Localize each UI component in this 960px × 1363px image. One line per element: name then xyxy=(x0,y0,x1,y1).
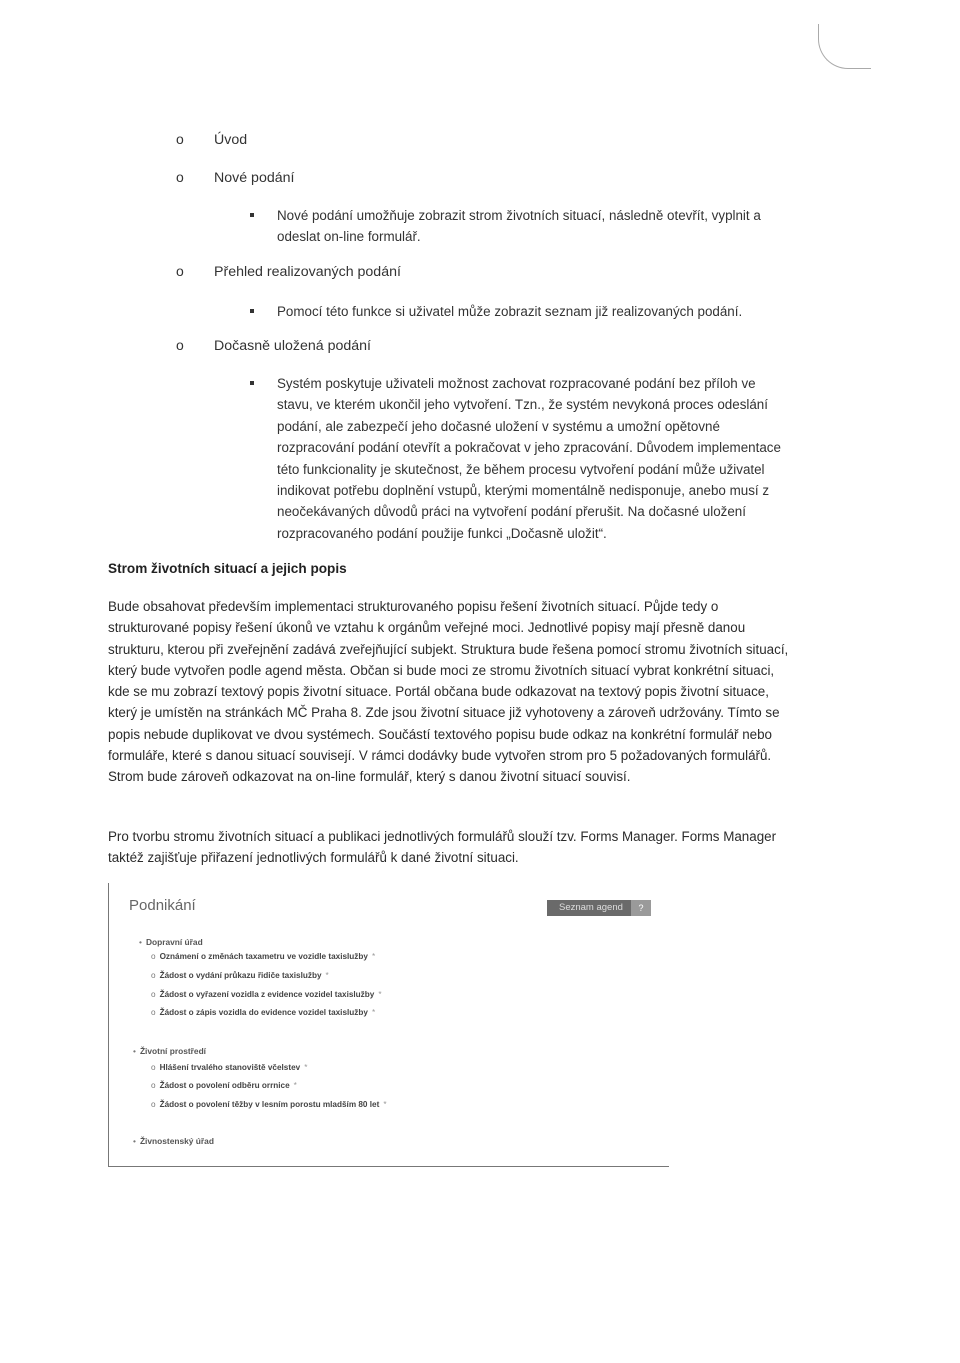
square-bullet-icon xyxy=(250,309,254,313)
outline-item-nove-podani: o Nové podání xyxy=(176,169,295,186)
list-item[interactable]: o Žádost o zápis vozidla do evidence vozidel taxislužby * xyxy=(151,1008,376,1017)
outline-item-docasne: o Dočasně uložená podání xyxy=(176,337,371,354)
circle-bullet-icon: o xyxy=(151,1063,156,1072)
list-item[interactable]: o Hlášení trvalého stanoviště včelstev * xyxy=(151,1063,308,1072)
circle-bullet-icon: o xyxy=(176,169,184,185)
section-heading: Strom životních situací a jejich popis xyxy=(108,561,347,576)
square-bullet-icon xyxy=(250,213,254,217)
outline-desc-nove-podani: Nové podání umožňuje zobrazit strom životních situací, následně otevřít, vyplnit a odeslat on-line formulář. xyxy=(250,205,800,248)
circle-bullet-icon: o xyxy=(151,1100,156,1109)
asterisk-icon: * xyxy=(378,990,382,999)
list-item[interactable]: o Žádost o vydání průkazu řidiče taxislužby * xyxy=(151,971,329,980)
group-label[interactable]: • Životní prostředí xyxy=(133,1046,207,1056)
circle-bullet-icon: o xyxy=(151,1081,156,1090)
section-paragraph-2: Pro tvorbu stromu životních situací a publikaci jednotlivých formulářů slouží tzv. Forms Manager. Forms Manager taktéž zajišťuje přiřazení jednotlivých formulářů k dané životní situaci. xyxy=(108,829,777,866)
asterisk-icon: * xyxy=(325,971,329,980)
circle-bullet-icon: o xyxy=(176,263,184,279)
outline-item-uvod: o Úvod xyxy=(176,131,248,148)
circle-bullet-icon: o xyxy=(151,952,156,961)
asterisk-icon: * xyxy=(293,1081,297,1090)
list-item[interactable]: o Žádost o povolení těžby v lesním porostu mladším 80 let * xyxy=(151,1100,387,1109)
asterisk-icon: * xyxy=(371,1008,376,1017)
asterisk-icon: * xyxy=(383,1100,387,1109)
list-item[interactable]: o Žádost o povolení odběru orrnice * xyxy=(151,1081,297,1090)
circle-bullet-icon: o xyxy=(176,131,184,147)
asterisk-icon: * xyxy=(371,952,376,961)
asterisk-icon: * xyxy=(304,1063,308,1072)
outline-item-prehled: o Přehled realizovaných podání xyxy=(176,263,401,280)
circle-bullet-icon: o xyxy=(176,337,184,353)
list-item[interactable]: o Oznámení o změnách taxametru ve vozidle taxislužby * xyxy=(151,952,376,961)
group-label[interactable]: • Živnostenský úřad xyxy=(133,1136,214,1146)
outline-desc-prehled: Pomocí této funkce si uživatel může zobrazit seznam již realizovaných podání. xyxy=(250,301,800,322)
circle-bullet-icon: o xyxy=(151,971,156,980)
list-item[interactable]: o Žádost o vyřazení vozidla z evidence vozidel taxislužby * xyxy=(151,990,382,999)
bullet-icon: • xyxy=(133,1046,136,1056)
screenshot-title: Podnikání xyxy=(129,897,196,914)
embedded-screenshot xyxy=(108,883,669,1167)
bullet-icon: • xyxy=(139,937,142,947)
help-icon[interactable]: ? xyxy=(631,900,651,916)
scan-artifact xyxy=(818,24,871,69)
outline-desc-docasne: Systém poskytuje uživateli možnost zachovat rozpracované podání bez příloh ve stavu, ve kterém ukončil jeho vytvoření. Tzn., že systém nevykoná proces odeslání podání, ale zabezpečí jeho dočasné uložení v systému a umožní opětovné rozpracování podání otevřít a pokračovat v jeho zpracování. Důvodem implementace této funkcionality je skutečnost, že během procesu vytvoření podání může uživatel indikovat potřebu doplnění vstupů, kterými momentálně nedisponuje, anebo musí z neočekávaných důvodů práci na vytvoření podání přerušit. Na dočasné uložení rozpracovaného podání použije funkci „Dočasně uložit“. xyxy=(250,373,790,544)
group-label[interactable]: • Dopravní úřad xyxy=(139,937,203,947)
circle-bullet-icon: o xyxy=(151,1008,156,1017)
agenda-list-button[interactable]: Seznam agend ? xyxy=(547,900,651,916)
bullet-icon: • xyxy=(133,1136,136,1146)
circle-bullet-icon: o xyxy=(151,990,156,999)
section-paragraph-1: Bude obsahovat především implementaci strukturovaného popisu řešení životních situací. Půjde tedy o strukturované popisy řešení úkonů ve vztahu k orgánům veřejné moci. Jednotlivé popisy mají přesně danou strukturu, kterou při zveřejnění zadává zveřejňující subjekt. Struktura bude řešena pomocí stromu životních situací, který bude vytvořen podle agend města. Občan si bude moci ze stromu životních situací vybrat konkrétní situaci, kde se mu zobrazí textový popis životní situace. Portál občana bude odkazovat na textový popis životní situace, který je umístěn na stránkách MČ Praha 8. Zde jsou životní situace již vyhotoveny a zároveň udržovány. Tímto se popis nebude duplikovat ve dvou systémech. Součástí textového popisu bude odkaz na konkrétní formulář nebo formuláře, které s danou situací souvisejí. V rámci dodávky bude vytvořen strom pro 5 požadovaných formulářů. Strom bude zároveň odkazovat na on-line formulář, který s danou životní situací souvisí. xyxy=(108,599,789,785)
square-bullet-icon xyxy=(250,381,254,385)
